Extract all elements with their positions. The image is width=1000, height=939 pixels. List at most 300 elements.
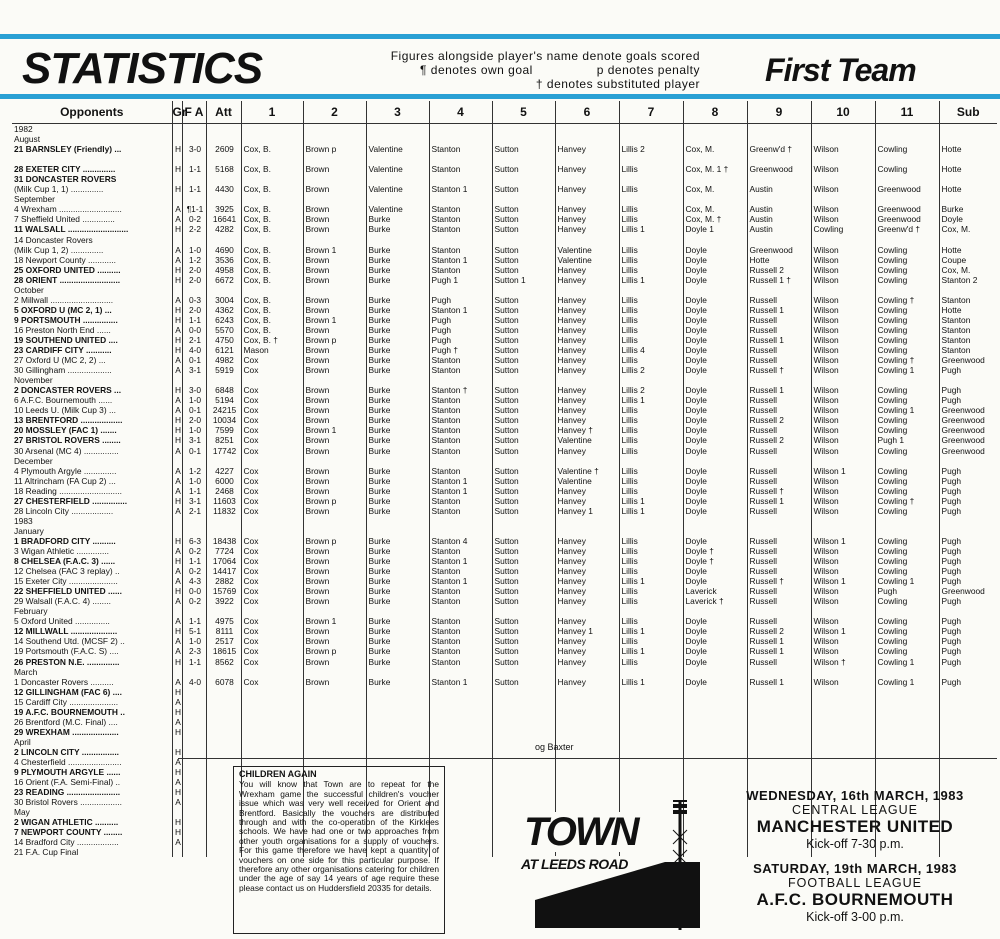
month-row	[12, 194, 997, 204]
player-cell: Doyle	[683, 395, 747, 405]
ground-cell: A	[172, 546, 182, 556]
player-cell	[683, 516, 747, 526]
player-cell: Brown	[303, 486, 366, 496]
player-cell	[683, 285, 747, 295]
player-cell: Doyle	[683, 506, 747, 516]
player-cell: Russell 1	[747, 677, 811, 687]
player-cell: Cox, B.	[241, 295, 303, 305]
table-row	[12, 154, 997, 164]
attendance-cell	[206, 174, 241, 184]
player-cell: Valentine	[366, 184, 429, 194]
player-cell	[241, 134, 303, 144]
player-cell: Russell	[747, 425, 811, 435]
score-cell	[182, 134, 206, 144]
attendance-cell	[206, 697, 241, 707]
attendance-cell	[206, 375, 241, 385]
opponent-cell: 26 Brentford (M.C. Final) ....	[14, 716, 118, 727]
player-cell	[619, 124, 683, 135]
player-cell: Cox, M. †	[683, 214, 747, 224]
attendance-cell	[206, 134, 241, 144]
player-cell: Brown p	[303, 144, 366, 154]
attendance-cell: 4282	[206, 224, 241, 234]
player-cell	[747, 235, 811, 245]
player-cell: Doyle	[683, 496, 747, 506]
ground-cell: A	[172, 636, 182, 646]
player-cell	[811, 235, 875, 245]
player-cell: Cox	[241, 466, 303, 476]
player-cell: Wilson †	[811, 656, 875, 666]
player-cell	[747, 194, 811, 204]
player-cell	[492, 667, 555, 677]
player-cell	[875, 194, 939, 204]
player-cell	[811, 194, 875, 204]
ground-cell	[172, 456, 182, 466]
player-cell	[875, 235, 939, 245]
player-cell: Cowling	[875, 144, 939, 154]
opponent-cell: 14 Bradford City ..................	[14, 837, 119, 848]
score-cell	[182, 697, 206, 707]
opponent-cell: 26 PRESTON N.E. ..............	[14, 656, 120, 667]
player-cell: Pugh	[939, 385, 997, 395]
player-cell: Wilson	[811, 385, 875, 395]
attendance-cell	[206, 687, 241, 697]
player-cell: Wilson	[811, 425, 875, 435]
score-cell: 4-0	[182, 677, 206, 687]
player-cell	[366, 456, 429, 466]
player-cell: Lillis	[619, 596, 683, 606]
player-cell: Sutton	[492, 616, 555, 626]
player-cell: Brown p	[303, 496, 366, 506]
player-cell	[429, 707, 492, 717]
player-cell: Cowling	[875, 315, 939, 325]
player-cell: Cox, B.	[241, 144, 303, 154]
table-row	[12, 184, 997, 194]
table-row	[12, 687, 997, 697]
ground-cell: A	[172, 777, 182, 787]
table-row	[12, 255, 997, 265]
player-cell: Cowling	[811, 224, 875, 234]
player-cell: Lillis	[619, 446, 683, 456]
score-cell	[182, 687, 206, 697]
player-cell: Austin	[747, 204, 811, 214]
player-cell: Cox	[241, 415, 303, 425]
player-cell	[811, 174, 875, 184]
player-cell: Doyle	[683, 466, 747, 476]
attendance-cell: 8111	[206, 626, 241, 636]
player-cell: Wilson	[811, 566, 875, 576]
player-cell	[303, 687, 366, 697]
player-cell: Stanton	[429, 446, 492, 456]
player-cell: Sutton	[492, 325, 555, 335]
player-cell: Pugh	[939, 636, 997, 646]
player-cell: Wilson	[811, 204, 875, 214]
table-row	[12, 425, 997, 435]
attendance-cell: 4750	[206, 335, 241, 345]
player-cell: Brown	[303, 214, 366, 224]
player-cell	[366, 727, 429, 737]
player-cell: Brown 1	[303, 616, 366, 626]
player-cell: Austin	[747, 214, 811, 224]
attendance-cell: 11603	[206, 496, 241, 506]
opponent-cell: 15 Cardiff City .....................	[14, 696, 119, 707]
player-cell: Lillis 1	[619, 677, 683, 687]
player-cell: Sutton	[492, 466, 555, 476]
ground-cell: A	[172, 446, 182, 456]
player-cell: Burke	[366, 365, 429, 375]
opponent-cell: 1982	[14, 124, 33, 135]
player-cell	[875, 747, 939, 757]
player-cell: Sutton	[492, 586, 555, 596]
player-cell: Wilson	[811, 245, 875, 255]
player-cell: Stanton	[429, 395, 492, 405]
opponent-cell: 1 Doncaster Rovers ..........	[14, 676, 114, 687]
player-cell: Doyle	[683, 335, 747, 345]
player-cell: Stanton	[429, 204, 492, 214]
player-cell: Pugh	[429, 295, 492, 305]
player-cell	[875, 606, 939, 616]
player-cell	[366, 124, 429, 135]
player-cell: Pugh 1	[875, 435, 939, 445]
player-cell	[492, 134, 555, 144]
player-cell	[683, 194, 747, 204]
table-row	[12, 576, 997, 586]
ground-cell: H	[172, 415, 182, 425]
player-cell: Sutton	[492, 646, 555, 656]
month-row	[12, 606, 997, 616]
score-cell: 3-1	[182, 365, 206, 375]
ground-cell	[172, 134, 182, 144]
player-cell	[555, 717, 619, 727]
table-row	[12, 275, 997, 285]
player-cell: Hanvey	[555, 656, 619, 666]
player-cell	[555, 526, 619, 536]
player-cell	[619, 375, 683, 385]
ground-cell: H	[172, 687, 182, 697]
ground-cell: H	[172, 556, 182, 566]
opponent-cell: 1 BRADFORD CITY ..........	[14, 535, 116, 546]
player-cell: Burke	[366, 355, 429, 365]
player-cell: Doyle	[683, 365, 747, 375]
player-cell	[555, 687, 619, 697]
player-cell: Lillis	[619, 305, 683, 315]
player-cell: Cox	[241, 576, 303, 586]
player-cell	[366, 697, 429, 707]
player-cell: Doyle	[683, 677, 747, 687]
player-cell: Cox, B.	[241, 224, 303, 234]
score-cell	[182, 235, 206, 245]
player-cell: Cox, B.	[241, 265, 303, 275]
opponent-cell: August	[14, 134, 41, 145]
player-cell	[429, 456, 492, 466]
opponent-cell: 11 WALSALL ..........................	[14, 224, 129, 235]
player-cell: Hotte	[939, 164, 997, 174]
player-cell	[241, 717, 303, 727]
player-cell: Doyle	[683, 476, 747, 486]
player-cell: Burke	[366, 646, 429, 656]
opponent-cell	[12, 154, 172, 164]
player-cell: Brown	[303, 677, 366, 687]
player-cell: Cowling	[875, 536, 939, 546]
player-cell: Stanton	[429, 496, 492, 506]
player-cell: Cowling	[875, 566, 939, 576]
opponent-cell: 27 CHESTERFIELD ...............	[14, 495, 128, 506]
player-cell	[241, 194, 303, 204]
player-cell: Greenw'd †	[747, 144, 811, 154]
player-cell: Russell 1	[747, 646, 811, 656]
ground-cell: A	[172, 395, 182, 405]
player-cell	[683, 375, 747, 385]
player-cell: Lillis	[619, 245, 683, 255]
player-cell	[939, 707, 997, 717]
player-cell	[303, 526, 366, 536]
opponent-cell: 29 WREXHAM ....................	[14, 726, 119, 737]
player-cell	[241, 375, 303, 385]
player-cell: Doyle	[683, 255, 747, 265]
children-title: CHILDREN AGAIN	[239, 769, 317, 779]
player-cell: Russell 2	[747, 265, 811, 275]
player-cell: Cox	[241, 636, 303, 646]
player-cell	[683, 667, 747, 677]
player-cell: Hotte	[939, 184, 997, 194]
opponent-cell: 16 Orient (F.A. Semi-Final) ..	[14, 777, 121, 788]
table-row	[12, 566, 997, 576]
score-cell: 0-2	[182, 214, 206, 224]
player-cell: Hanvey	[555, 204, 619, 214]
player-cell: Sutton	[492, 315, 555, 325]
player-cell: Stanton	[429, 245, 492, 255]
column-header: 2	[303, 101, 366, 124]
player-cell: Austin	[747, 224, 811, 234]
score-cell	[182, 747, 206, 757]
opponent-cell: 2 LINCOLN CITY ................	[14, 746, 120, 757]
player-cell: Wilson	[811, 446, 875, 456]
ground-cell	[172, 124, 182, 135]
player-cell: Hotte	[939, 305, 997, 315]
opponent-cell: November	[14, 375, 53, 386]
score-cell: 2-0	[182, 305, 206, 315]
score-cell: 0-0	[182, 586, 206, 596]
player-cell: Hanvey	[555, 365, 619, 375]
player-cell: Russell	[747, 315, 811, 325]
table-row	[12, 345, 997, 355]
score-cell	[182, 124, 206, 135]
player-cell: Pugh	[875, 586, 939, 596]
player-cell	[492, 606, 555, 616]
player-cell: Wilson	[811, 596, 875, 606]
player-cell: Sutton	[492, 245, 555, 255]
player-cell: Pugh	[939, 466, 997, 476]
player-cell: Cowling	[875, 446, 939, 456]
player-cell: Hotte	[747, 255, 811, 265]
attendance-cell: 3004	[206, 295, 241, 305]
player-cell: Cox, B.	[241, 245, 303, 255]
player-cell	[555, 194, 619, 204]
table-row	[12, 446, 997, 456]
player-cell: Brown	[303, 656, 366, 666]
player-cell: Pugh	[939, 596, 997, 606]
player-cell: Hanvey	[555, 496, 619, 506]
player-cell	[555, 456, 619, 466]
player-cell	[555, 285, 619, 295]
player-cell: Hanvey †	[555, 425, 619, 435]
header-rule	[0, 94, 1000, 99]
player-cell: Brown	[303, 506, 366, 516]
table-row	[12, 536, 997, 546]
player-cell: Sutton	[492, 636, 555, 646]
player-cell: Cox	[241, 496, 303, 506]
player-cell: Cowling	[875, 596, 939, 606]
player-cell: Doyle	[683, 425, 747, 435]
player-cell: Lillis	[619, 265, 683, 275]
table-row	[12, 305, 997, 315]
player-cell: Hanvey	[555, 164, 619, 174]
player-cell	[429, 667, 492, 677]
score-cell: 1-1	[182, 164, 206, 174]
player-cell: Pugh	[939, 365, 997, 375]
player-cell: Cox	[241, 395, 303, 405]
player-cell: Burke	[366, 616, 429, 626]
player-cell: Cowling	[875, 626, 939, 636]
attendance-cell	[206, 235, 241, 245]
score-cell: 1-1	[182, 315, 206, 325]
player-cell	[303, 727, 366, 737]
opponent-cell: 12 Chelsea (FAC 3 replay) ..	[14, 566, 120, 577]
player-cell: Brown	[303, 204, 366, 214]
player-cell: Lillis	[619, 636, 683, 646]
logo-at-leeds-road: AT LEEDS ROAD	[518, 856, 631, 872]
player-cell	[747, 707, 811, 717]
score-cell: 0-2	[182, 566, 206, 576]
player-cell: Burke	[366, 435, 429, 445]
opponent-cell: 9 PLYMOUTH ARGYLE ......	[14, 767, 121, 778]
player-cell: Burke	[366, 425, 429, 435]
player-cell: Russell	[747, 345, 811, 355]
player-cell	[555, 727, 619, 737]
player-cell	[429, 154, 492, 164]
player-cell: Stanton	[429, 646, 492, 656]
player-cell	[366, 375, 429, 385]
ground-cell	[172, 154, 182, 164]
player-cell: Lillis	[619, 466, 683, 476]
player-cell: Russell	[747, 295, 811, 305]
player-cell: Lillis	[619, 184, 683, 194]
table-row	[12, 707, 997, 717]
player-cell	[811, 124, 875, 135]
player-cell	[619, 285, 683, 295]
player-cell	[555, 516, 619, 526]
table-row	[12, 335, 997, 345]
column-header: Gr	[172, 101, 182, 124]
player-cell: Pugh	[939, 677, 997, 687]
player-cell	[492, 516, 555, 526]
opponent-cell: 29 Walsall (F.A.C. 4) ........	[14, 596, 111, 607]
player-cell: Cowling	[875, 546, 939, 556]
player-cell: Doyle	[683, 315, 747, 325]
opponent-cell: January	[14, 525, 44, 536]
player-cell: Cowling †	[875, 496, 939, 506]
ground-cell: A	[172, 405, 182, 415]
player-cell: Wilson	[811, 435, 875, 445]
player-cell: Wilson	[811, 556, 875, 566]
ground-cell: A	[172, 214, 182, 224]
player-cell: Hanvey	[555, 415, 619, 425]
attendance-cell	[206, 194, 241, 204]
player-cell: Lillis	[619, 476, 683, 486]
score-cell	[182, 194, 206, 204]
player-cell: Russell 1	[747, 335, 811, 345]
player-cell: Greenwood	[747, 245, 811, 255]
children-body: You will know that Town are to repeat for the Wrexham game the successful children's voucher issue which was very well received for Orient and Brentford. Basically the vouchers are distributed through and with the co-operation of the Kirklees schools. We have had one or two approaches from other youth organisations for a supply of vouchers. For this game therefore we have kept a quantity of vouchers on one side for this particular purpose. If therefore any other organisations catering for children under the age of say 14 years of age require these please contact us on Huddersfield 20335 for details.	[239, 779, 439, 893]
ground-cell: H	[172, 496, 182, 506]
player-cell: Laverick	[683, 586, 747, 596]
player-cell	[429, 124, 492, 135]
player-cell: Lillis	[619, 164, 683, 174]
month-row	[12, 667, 997, 677]
table-row	[12, 265, 997, 275]
player-cell: Pugh	[429, 315, 492, 325]
fixture-competition: CENTRAL LEAGUE	[791, 803, 919, 817]
player-cell: Cox	[241, 546, 303, 556]
player-cell: Wilson	[811, 506, 875, 516]
player-cell	[555, 235, 619, 245]
ground-cell: H	[172, 626, 182, 636]
table-body	[12, 124, 997, 858]
attendance-cell: 4690	[206, 245, 241, 255]
player-cell: Cox	[241, 556, 303, 566]
player-cell	[811, 667, 875, 677]
player-cell: Pugh	[939, 576, 997, 586]
player-cell: Doyle	[683, 576, 747, 586]
player-cell	[492, 194, 555, 204]
player-cell: Burke	[366, 405, 429, 415]
player-cell: Doyle	[683, 245, 747, 255]
player-cell: Brown 1	[303, 315, 366, 325]
ground-cell: A	[172, 596, 182, 606]
player-cell: Greenwood	[939, 405, 997, 415]
player-cell	[366, 285, 429, 295]
attendance-cell: 7724	[206, 546, 241, 556]
table-row	[12, 506, 997, 516]
player-cell: Greenwood	[747, 164, 811, 174]
player-cell: Lillis 1	[619, 576, 683, 586]
player-cell: Greenwood	[875, 184, 939, 194]
column-header: 3	[366, 101, 429, 124]
player-cell: Sutton	[492, 184, 555, 194]
player-cell: Brown	[303, 395, 366, 405]
attendance-cell: 5168	[206, 164, 241, 174]
player-cell: Brown	[303, 435, 366, 445]
player-cell: Doyle	[683, 636, 747, 646]
player-cell: Wilson	[811, 365, 875, 375]
player-cell	[492, 285, 555, 295]
opponent-cell: 14 Doncaster Rovers	[14, 234, 93, 245]
player-cell: Greenwood	[875, 204, 939, 214]
player-cell: Lillis	[619, 566, 683, 576]
ground-cell	[172, 606, 182, 616]
player-cell: Hanvey	[555, 677, 619, 687]
player-cell: Hanvey	[555, 596, 619, 606]
player-cell: Cowling	[875, 345, 939, 355]
player-cell: Doyle	[683, 536, 747, 546]
ground-cell: H	[172, 707, 182, 717]
attendance-cell: 6243	[206, 315, 241, 325]
table-row	[12, 496, 997, 506]
player-cell	[303, 717, 366, 727]
player-cell: Cox	[241, 586, 303, 596]
player-cell: Cowling 1	[875, 677, 939, 687]
fixture-date: WEDNESDAY, 16th MARCH, 1983	[746, 788, 964, 803]
opponent-cell: 1983	[14, 515, 33, 526]
